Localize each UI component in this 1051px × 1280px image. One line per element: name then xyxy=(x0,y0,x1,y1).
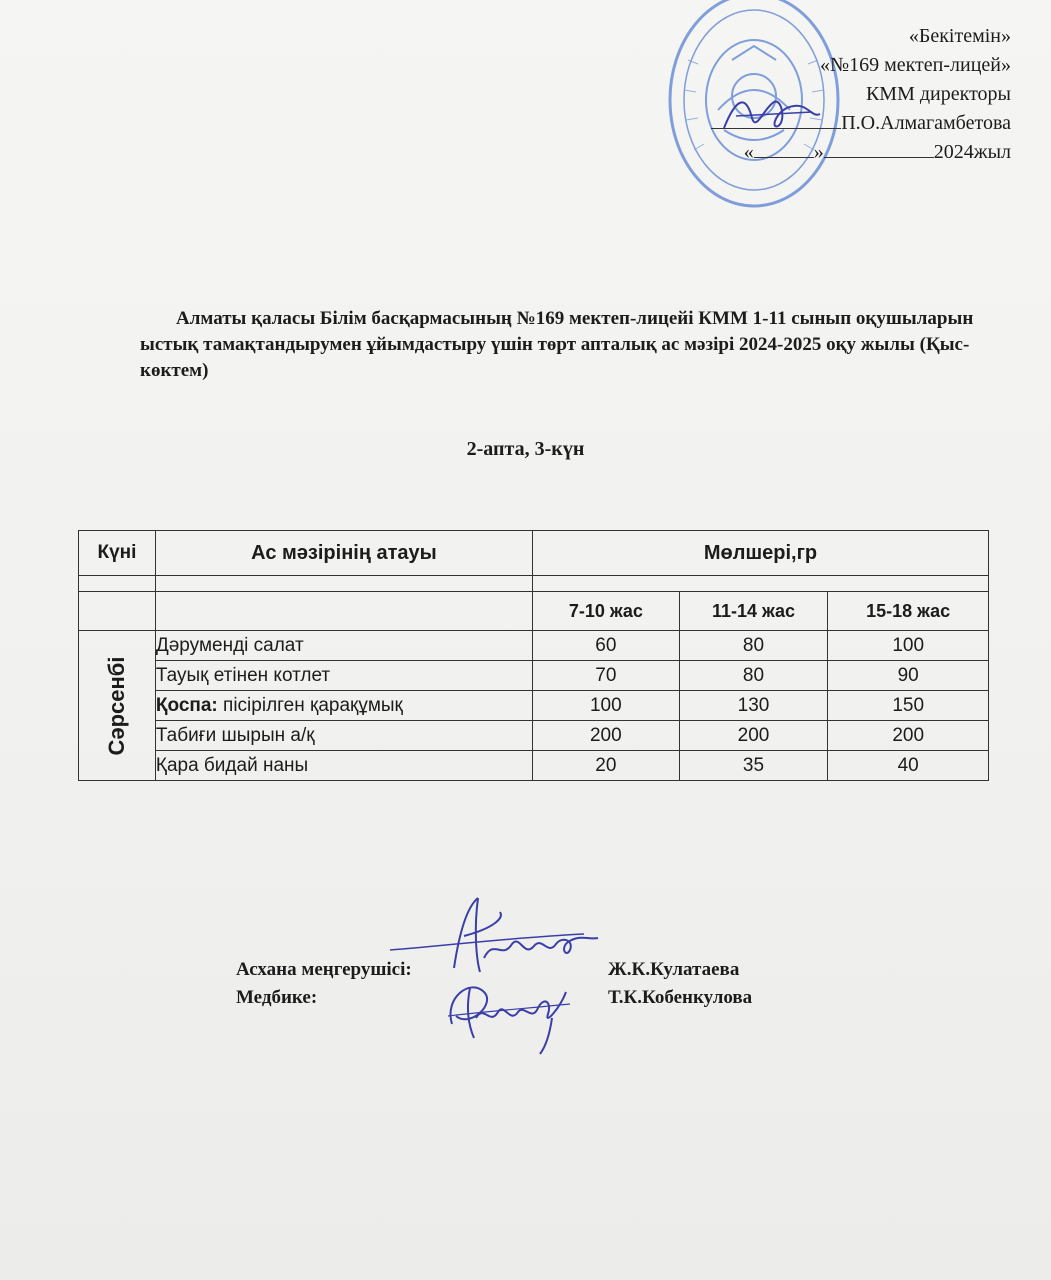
qty-11-14: 200 xyxy=(679,721,828,751)
table-row xyxy=(79,751,989,781)
approval-line-2: «№169 мектеп-лицей» xyxy=(819,54,1011,76)
approval-date-line xyxy=(651,138,1011,167)
table-spacer-row xyxy=(79,576,989,592)
director-name: П.О.Алмагамбетова xyxy=(841,112,1011,134)
dish-name xyxy=(155,691,532,721)
cook-name: Ж.К.Кулатаева xyxy=(608,959,740,980)
day-cell xyxy=(79,631,156,781)
nurse-role: Медбике: xyxy=(236,987,318,1008)
dish-name: Қара бидай наны xyxy=(155,751,532,781)
qty-15-18: 150 xyxy=(828,691,989,721)
qty-15-18: 200 xyxy=(828,721,989,751)
dish-name-text: пісірілген қарақұмық xyxy=(217,694,403,716)
table-header-row xyxy=(79,531,989,576)
table-row xyxy=(79,721,989,751)
qty-7-10: 20 xyxy=(533,751,680,781)
dish-prefix: Қоспа: xyxy=(155,694,218,716)
header-dish-name: Ас мәзірінің атауы xyxy=(155,531,532,576)
header-day: Күні xyxy=(79,531,156,576)
age-15-18: 15-18 жас xyxy=(828,592,989,631)
date-year: 2024жыл xyxy=(933,141,1011,163)
signoff-block xyxy=(236,956,796,1012)
approval-line-4 xyxy=(651,109,1011,138)
nurse-signoff-row xyxy=(236,984,796,1012)
qty-7-10: 200 xyxy=(533,721,680,751)
qty-15-18: 40 xyxy=(828,751,989,781)
qty-11-14: 35 xyxy=(679,751,828,781)
qty-11-14: 80 xyxy=(679,661,828,691)
table-row xyxy=(79,661,989,691)
day-label: Сәрсенбі xyxy=(103,655,129,756)
cook-signoff-row xyxy=(236,956,796,984)
date-quote-open: « xyxy=(743,141,754,163)
qty-15-18: 90 xyxy=(828,661,989,691)
nurse-name: Т.К.Кобенкулова xyxy=(608,987,753,1008)
table-row xyxy=(79,631,989,661)
dish-name: Тауық етінен котлет xyxy=(155,661,532,691)
age-7-10: 7-10 жас xyxy=(533,592,680,631)
approval-line-3: КММ директоры xyxy=(865,83,1011,105)
document-title: Алматы қаласы Білім басқармасының №169 мектеп-лицейі КММ 1-11 сынып оқушыларын ыстық тамақтандырумен ұйымдастыру үшін төрт апталық ас мәзірі 2024-2025 оқу жылы (Қыс-көктем) xyxy=(140,308,974,381)
qty-7-10: 60 xyxy=(533,631,680,661)
table-row xyxy=(79,691,989,721)
approval-line-1: «Бекітемін» xyxy=(908,25,1011,47)
dish-name: Табиғи шырын а/қ xyxy=(155,721,532,751)
qty-11-14: 80 xyxy=(679,631,828,661)
age-11-14: 11-14 жас xyxy=(679,592,828,631)
date-quote-close: » xyxy=(813,141,824,163)
table-age-row xyxy=(79,592,989,631)
dish-name: Дәруменді салат xyxy=(155,631,532,661)
week-day-heading: 2-апта, 3-күн xyxy=(466,438,585,460)
qty-7-10: 100 xyxy=(533,691,680,721)
qty-11-14: 130 xyxy=(679,691,828,721)
cook-role: Асхана меңгерушісі: xyxy=(236,959,412,980)
qty-7-10: 70 xyxy=(533,661,680,691)
approval-block xyxy=(651,22,1011,167)
qty-15-18: 100 xyxy=(828,631,989,661)
menu-table xyxy=(78,530,989,781)
header-quantity: Мөлшері,гр xyxy=(533,531,989,576)
